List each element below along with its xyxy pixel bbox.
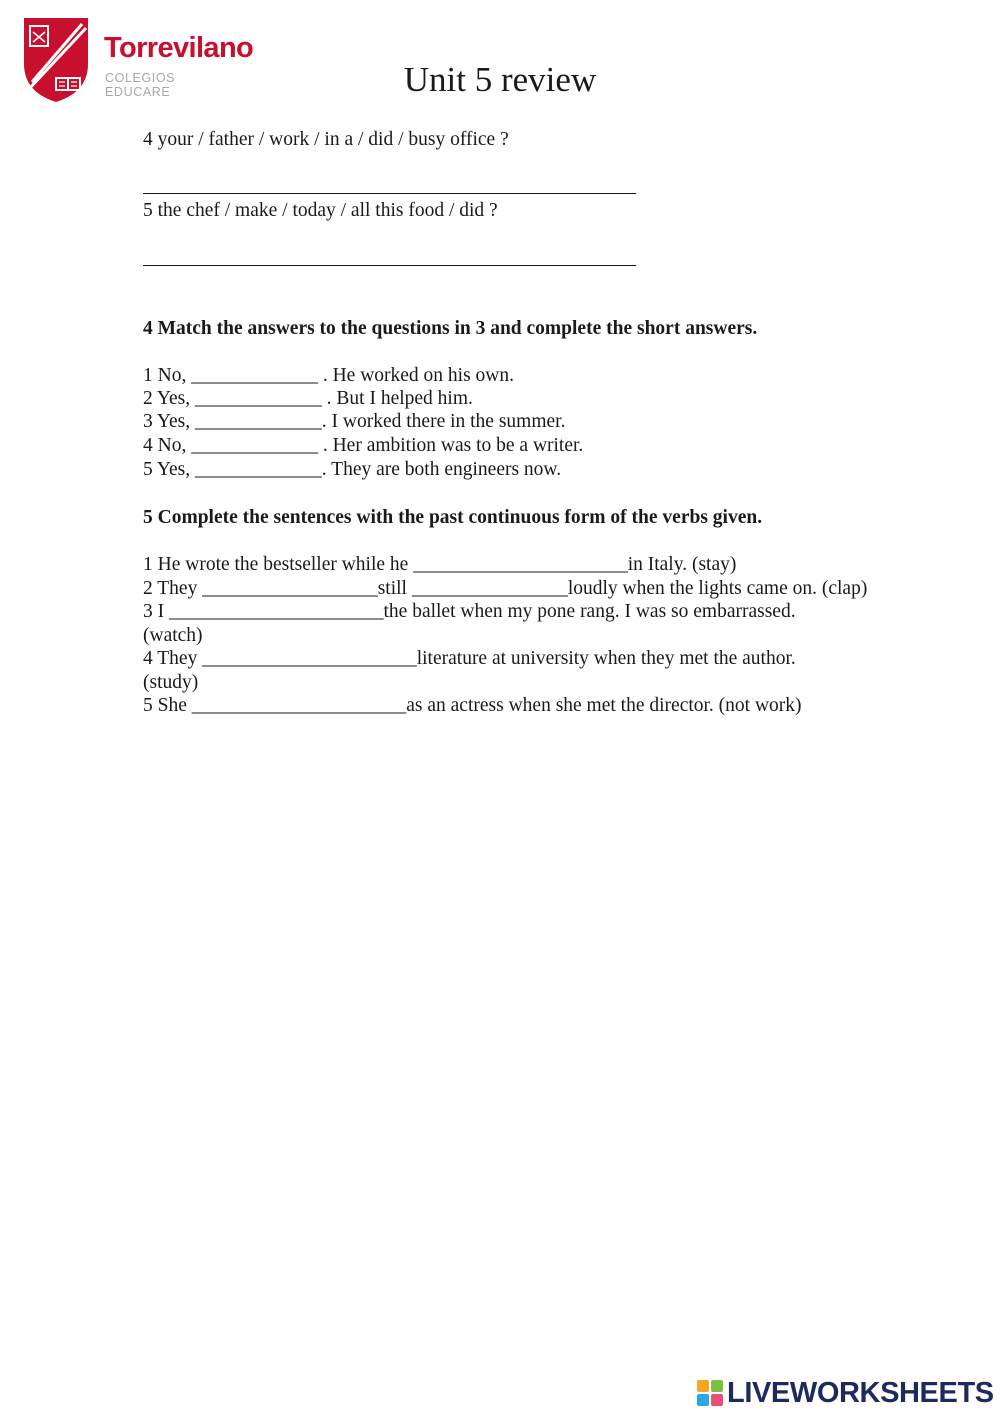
liveworksheets-logo-icon bbox=[697, 1380, 723, 1406]
brand-name: Torrevilano bbox=[104, 32, 254, 64]
ex4-heading: 4 Match the answers to the questions in 3 and complete the short answers. bbox=[143, 318, 758, 339]
ex5-line-3[interactable]: 3 I ______________________the ballet when my pone rang. I was so embarrassed. bbox=[143, 601, 796, 622]
ex5-heading: 5 Complete the sentences with the past continuous form of the verbs given. bbox=[143, 507, 763, 528]
ex4-item-3[interactable]: 3 Yes, _____________. I worked there in the summer. bbox=[143, 411, 566, 432]
ex3-question-4: 4 your / father / work / in a / did / busy office ? bbox=[143, 129, 509, 150]
page-title: Unit 5 review bbox=[403, 60, 597, 99]
ex5-line-4[interactable]: 4 They ______________________literature at university when they met the author. bbox=[143, 648, 796, 669]
ex5-line-2[interactable]: 2 They __________________still ________________loudly when the lights came on. (clap) bbox=[143, 578, 868, 599]
brand-subtitle: COLEGIOS EDUCARE bbox=[105, 71, 176, 99]
ex5-line-5[interactable]: 5 She ______________________as an actress when she met the director. (not work) bbox=[143, 695, 802, 716]
ex3-answer-line-5[interactable] bbox=[143, 265, 636, 266]
ex3-answer-line-4[interactable] bbox=[143, 193, 636, 194]
ex4-item-1[interactable]: 1 No, _____________ . He worked on his own. bbox=[143, 365, 515, 386]
liveworksheets-wordmark: LIVEWORKSHEETS bbox=[727, 1377, 994, 1409]
ex4-item-2[interactable]: 2 Yes, _____________ . But I helped him. bbox=[143, 388, 473, 409]
ex4-item-4[interactable]: 4 No, _____________ . Her ambition was to be a writer. bbox=[143, 435, 584, 456]
ex5-line-1[interactable]: 1 He wrote the bestseller while he ______________________in Italy. (stay) bbox=[143, 554, 737, 575]
ex5-line-3-verb: (watch) bbox=[143, 625, 203, 646]
ex4-item-5[interactable]: 5 Yes, _____________. They are both engineers now. bbox=[143, 459, 562, 480]
ex3-question-5: 5 the chef / make / today / all this food / did ? bbox=[143, 200, 498, 221]
ex5-line-4-verb: (study) bbox=[143, 672, 199, 693]
